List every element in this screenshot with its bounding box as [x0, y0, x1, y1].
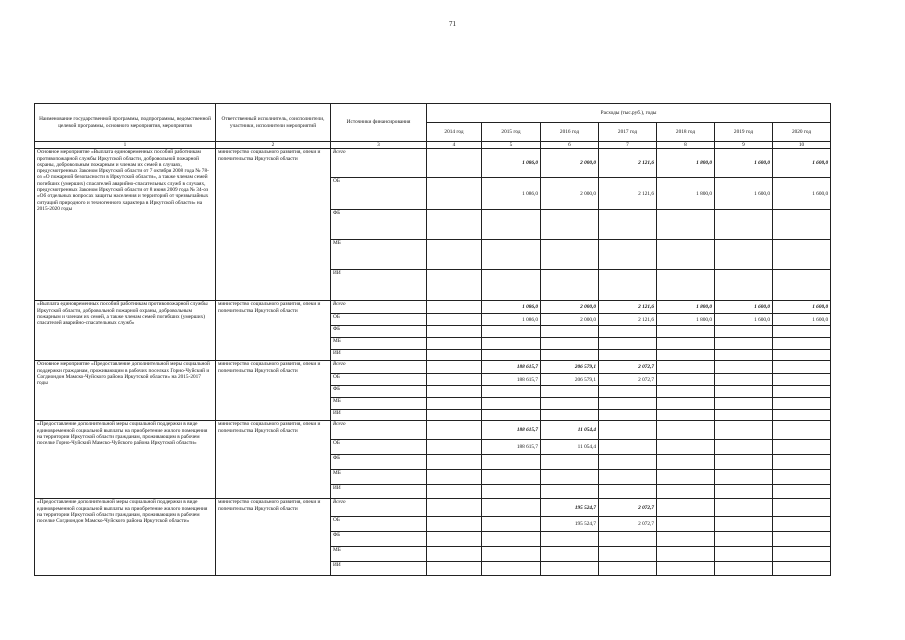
value-cell: 2 072,7: [599, 517, 657, 532]
value-cell: [541, 240, 599, 270]
header-col-number: 7: [599, 142, 657, 149]
value-cell: [715, 440, 773, 455]
value-cell: [482, 485, 541, 499]
source-label: Всего: [331, 499, 427, 517]
value-cell: [715, 470, 773, 485]
source-label: ИИ: [331, 270, 427, 301]
row-executor: министерство социального развития, опеки и попечительства Иркутской области: [216, 421, 331, 499]
value-cell: [773, 485, 831, 499]
header-col-number: 4: [427, 142, 482, 149]
value-cell: [657, 499, 715, 517]
value-cell: 188 615,7: [482, 374, 541, 386]
value-cell: 11 054,4: [541, 421, 599, 440]
value-cell: [715, 517, 773, 532]
row-executor: министерство социального развития, опеки и попечительства Иркутской области: [216, 361, 331, 421]
value-cell: [541, 485, 599, 499]
source-label: Всего: [331, 149, 427, 178]
source-label: ОБ: [331, 314, 427, 326]
value-cell: [427, 270, 482, 301]
value-cell: [773, 398, 831, 410]
source-label: Всего: [331, 361, 427, 374]
row-name: Основное мероприятие «Предоставление дополнительной меры социальной поддержки гражданам, проживающим в рабочих поселках Горно-Чуйский и Согдиондон Мамско-Чуйского района Иркутской области» на 2015-2017 годы: [35, 361, 216, 421]
value-cell: 1 086,0: [482, 314, 541, 326]
value-cell: [715, 398, 773, 410]
value-cell: [715, 240, 773, 270]
row-name: «Выплата единовременных пособий работникам противопожарной службы Иркутской области, добровольной пожарной охраны, добровольным пожарным и членам их семей, а также членам семей погибших (умерших) спасателей аварийно-спасательных служб»: [35, 301, 216, 361]
value-cell: [427, 440, 482, 455]
value-cell: [715, 421, 773, 440]
value-cell: [773, 410, 831, 421]
source-label: ФБ: [331, 326, 427, 338]
value-cell: [657, 338, 715, 350]
header-year: 2014 год: [427, 123, 482, 142]
value-cell: [715, 338, 773, 350]
value-cell: [773, 562, 831, 576]
value-cell: [657, 517, 715, 532]
value-cell: [599, 240, 657, 270]
header-col-number: 5: [482, 142, 541, 149]
value-cell: [657, 210, 715, 240]
value-cell: [482, 350, 541, 361]
value-cell: [773, 350, 831, 361]
value-cell: 188 615,7: [482, 361, 541, 374]
value-cell: [773, 440, 831, 455]
value-cell: [482, 532, 541, 547]
value-cell: 206 579,1: [541, 361, 599, 374]
value-cell: [715, 350, 773, 361]
value-cell: [482, 338, 541, 350]
value-cell: [599, 421, 657, 440]
value-cell: 2 000,0: [541, 301, 599, 314]
value-cell: 2 121,6: [599, 314, 657, 326]
value-cell: 1 086,0: [482, 178, 541, 210]
table-row: [35, 301, 831, 314]
value-cell: [715, 270, 773, 301]
value-cell: [482, 517, 541, 532]
value-cell: [427, 301, 482, 314]
value-cell: 195 524,7: [541, 499, 599, 517]
value-cell: 195 524,7: [541, 517, 599, 532]
value-cell: [427, 470, 482, 485]
value-cell: [427, 455, 482, 470]
value-cell: [599, 562, 657, 576]
value-cell: [715, 562, 773, 576]
value-cell: [599, 270, 657, 301]
header-col-number: 2: [216, 142, 331, 149]
value-cell: [599, 210, 657, 240]
value-cell: 2 072,7: [599, 499, 657, 517]
value-cell: [715, 326, 773, 338]
value-cell: [482, 240, 541, 270]
value-cell: 206 579,1: [541, 374, 599, 386]
source-label: ОБ: [331, 374, 427, 386]
value-cell: [657, 485, 715, 499]
header-year: 2018 год: [657, 123, 715, 142]
value-cell: [715, 532, 773, 547]
source-label: ИИ: [331, 350, 427, 361]
value-cell: [773, 270, 831, 301]
value-cell: [657, 326, 715, 338]
value-cell: [657, 374, 715, 386]
value-cell: [541, 270, 599, 301]
header-year: 2019 год: [715, 123, 773, 142]
value-cell: [657, 240, 715, 270]
header-year: 2015 год: [482, 123, 541, 142]
row-executor: министерство социального развития, опеки и попечительства Иркутской области: [216, 149, 331, 301]
source-label: МБ: [331, 240, 427, 270]
value-cell: [541, 532, 599, 547]
row-executor: министерство социального развития, опеки и попечительства Иркутской области: [216, 499, 331, 576]
value-cell: [599, 350, 657, 361]
header-col-number: 8: [657, 142, 715, 149]
value-cell: [541, 386, 599, 398]
row-name: Основное мероприятие «Выплата единовременных пособий работникам противопожарной службы Иркутской области, добровольной пожарной охраны, добровольным пожарным и членам их семей в случаях, предусмотренных Законом Иркутской области от 7 октября 2008 года № 78-оз «О пожарной безопасности в Иркутской области», а также членам семей погибших (умерших) спасателей аварийно-спасательных служб в случаях, предусмотренных Законом Иркутской области от 8 июня 2009 года № 34-оз «Об отдельных вопросах защиты населения и территорий от чрезвычайных ситуаций природного и техногенного характера в Иркутской области» на 2015-2020 годы: [35, 149, 216, 301]
value-cell: 1 600,0: [715, 314, 773, 326]
source-label: ФБ: [331, 532, 427, 547]
value-cell: 1 086,0: [482, 301, 541, 314]
value-cell: 1 800,0: [657, 301, 715, 314]
value-cell: [427, 338, 482, 350]
value-cell: [715, 410, 773, 421]
source-label: ОБ: [331, 440, 427, 455]
value-cell: [427, 499, 482, 517]
value-cell: [427, 532, 482, 547]
row-name: «Предоставление дополнительной меры социальной поддержки в виде единовременной социальной выплаты на приобретение жилого помещения на территории Иркутской области гражданам, проживающим в рабочем поселке Горно-Чуйский Мамско-Чуйского района Иркутской области»: [35, 421, 216, 499]
value-cell: 2 121,6: [599, 301, 657, 314]
header-col-number: 3: [331, 142, 427, 149]
header-year: 2020 год: [773, 123, 831, 142]
header-year: 2017 год: [599, 123, 657, 142]
value-cell: [482, 270, 541, 301]
source-label: Всего: [331, 421, 427, 440]
value-cell: [427, 326, 482, 338]
value-cell: [427, 149, 482, 178]
value-cell: 1 800,0: [657, 178, 715, 210]
value-cell: 1 600,0: [773, 178, 831, 210]
value-cell: [773, 470, 831, 485]
value-cell: [541, 470, 599, 485]
value-cell: [773, 421, 831, 440]
value-cell: [482, 562, 541, 576]
source-label: ОБ: [331, 178, 427, 210]
value-cell: 1 800,0: [657, 314, 715, 326]
value-cell: 1 600,0: [773, 301, 831, 314]
value-cell: [657, 470, 715, 485]
value-cell: 1 600,0: [715, 301, 773, 314]
value-cell: [427, 421, 482, 440]
value-cell: [427, 410, 482, 421]
table-row: [35, 499, 831, 517]
value-cell: [657, 398, 715, 410]
value-cell: [715, 374, 773, 386]
value-cell: [773, 532, 831, 547]
value-cell: 188 615,7: [482, 440, 541, 455]
header-sources: Источники финансирования: [331, 104, 427, 142]
value-cell: [715, 210, 773, 240]
value-cell: [599, 386, 657, 398]
header-year: 2016 год: [541, 123, 599, 142]
value-cell: [482, 547, 541, 562]
value-cell: [657, 361, 715, 374]
source-label: ИИ: [331, 485, 427, 499]
value-cell: [482, 499, 541, 517]
value-cell: [599, 338, 657, 350]
value-cell: [773, 326, 831, 338]
value-cell: [482, 455, 541, 470]
value-cell: [599, 326, 657, 338]
source-label: ФБ: [331, 210, 427, 240]
value-cell: [657, 410, 715, 421]
value-cell: [599, 398, 657, 410]
header-col-number: 6: [541, 142, 599, 149]
value-cell: [482, 210, 541, 240]
value-cell: [715, 485, 773, 499]
value-cell: [657, 547, 715, 562]
source-label: МБ: [331, 547, 427, 562]
row-name: «Предоставление дополнительной меры социальной поддержки в виде единовременной социальной выплаты на приобретение жилого помещения на территории Иркутской области гражданам, проживающим в рабочем поселке Согдиондон Мамско-Чуйского района Иркутской области»: [35, 499, 216, 576]
value-cell: [427, 547, 482, 562]
value-cell: [773, 386, 831, 398]
value-cell: [773, 361, 831, 374]
value-cell: [427, 314, 482, 326]
value-cell: [427, 374, 482, 386]
source-label: ИИ: [331, 410, 427, 421]
value-cell: [599, 547, 657, 562]
value-cell: [427, 210, 482, 240]
value-cell: [599, 532, 657, 547]
value-cell: [599, 455, 657, 470]
budget-table: [34, 103, 831, 576]
header-col-number: 1: [35, 142, 216, 149]
value-cell: 1 600,0: [773, 149, 831, 178]
source-label: МБ: [331, 470, 427, 485]
value-cell: [599, 440, 657, 455]
value-cell: [715, 361, 773, 374]
value-cell: [657, 562, 715, 576]
value-cell: 188 615,7: [482, 421, 541, 440]
header-expenses: Расходы (тыс.руб.), годы: [427, 104, 831, 123]
value-cell: [541, 410, 599, 421]
value-cell: [427, 240, 482, 270]
source-label: ФБ: [331, 386, 427, 398]
table-row: [35, 361, 831, 374]
value-cell: [599, 485, 657, 499]
table-row: [35, 149, 831, 178]
source-label: МБ: [331, 338, 427, 350]
row-executor: министерство социального развития, опеки и попечительства Иркутской области: [216, 301, 331, 361]
header-executor: Ответственный исполнитель, соисполнители, участники, исполнители мероприятий: [216, 104, 331, 142]
value-cell: [657, 350, 715, 361]
value-cell: [482, 326, 541, 338]
value-cell: [773, 455, 831, 470]
value-cell: [657, 270, 715, 301]
value-cell: [427, 386, 482, 398]
value-cell: [541, 350, 599, 361]
value-cell: [427, 485, 482, 499]
value-cell: [599, 470, 657, 485]
value-cell: [715, 455, 773, 470]
value-cell: [541, 398, 599, 410]
value-cell: [715, 547, 773, 562]
value-cell: [482, 398, 541, 410]
value-cell: [657, 440, 715, 455]
value-cell: [541, 455, 599, 470]
value-cell: [773, 374, 831, 386]
value-cell: [541, 210, 599, 240]
value-cell: 2 121,6: [599, 178, 657, 210]
value-cell: [773, 338, 831, 350]
value-cell: [599, 410, 657, 421]
header-col-number: 9: [715, 142, 773, 149]
value-cell: 2 121,6: [599, 149, 657, 178]
value-cell: [427, 517, 482, 532]
value-cell: [715, 386, 773, 398]
value-cell: [773, 499, 831, 517]
value-cell: [773, 240, 831, 270]
source-label: ИИ: [331, 562, 427, 576]
value-cell: [773, 517, 831, 532]
value-cell: 2 000,0: [541, 149, 599, 178]
value-cell: [773, 547, 831, 562]
value-cell: [427, 178, 482, 210]
value-cell: [427, 562, 482, 576]
value-cell: [657, 455, 715, 470]
value-cell: 1 600,0: [715, 149, 773, 178]
table-row: [35, 421, 831, 440]
value-cell: [427, 350, 482, 361]
value-cell: [541, 547, 599, 562]
value-cell: 2 072,7: [599, 374, 657, 386]
value-cell: [657, 532, 715, 547]
value-cell: [541, 562, 599, 576]
value-cell: [482, 470, 541, 485]
value-cell: [427, 361, 482, 374]
value-cell: 1 600,0: [715, 178, 773, 210]
value-cell: [541, 338, 599, 350]
header-name: Наименование государственной программы, подпрограммы, ведомственной целевой программы, основного мероприятия, мероприятия: [35, 104, 216, 142]
value-cell: [482, 410, 541, 421]
value-cell: 1 600,0: [773, 314, 831, 326]
value-cell: [773, 210, 831, 240]
value-cell: [715, 499, 773, 517]
source-label: МБ: [331, 398, 427, 410]
value-cell: 1 800,0: [657, 149, 715, 178]
value-cell: [541, 326, 599, 338]
value-cell: 11 054,4: [541, 440, 599, 455]
source-label: Всего: [331, 301, 427, 314]
value-cell: 2 072,7: [599, 361, 657, 374]
source-label: ОБ: [331, 517, 427, 532]
value-cell: [657, 386, 715, 398]
source-label: ФБ: [331, 455, 427, 470]
value-cell: 1 086,0: [482, 149, 541, 178]
value-cell: [482, 386, 541, 398]
value-cell: [657, 421, 715, 440]
page-number: 71: [449, 20, 456, 28]
value-cell: 2 000,0: [541, 178, 599, 210]
header-col-number: 10: [773, 142, 831, 149]
value-cell: 2 000,0: [541, 314, 599, 326]
value-cell: [427, 398, 482, 410]
